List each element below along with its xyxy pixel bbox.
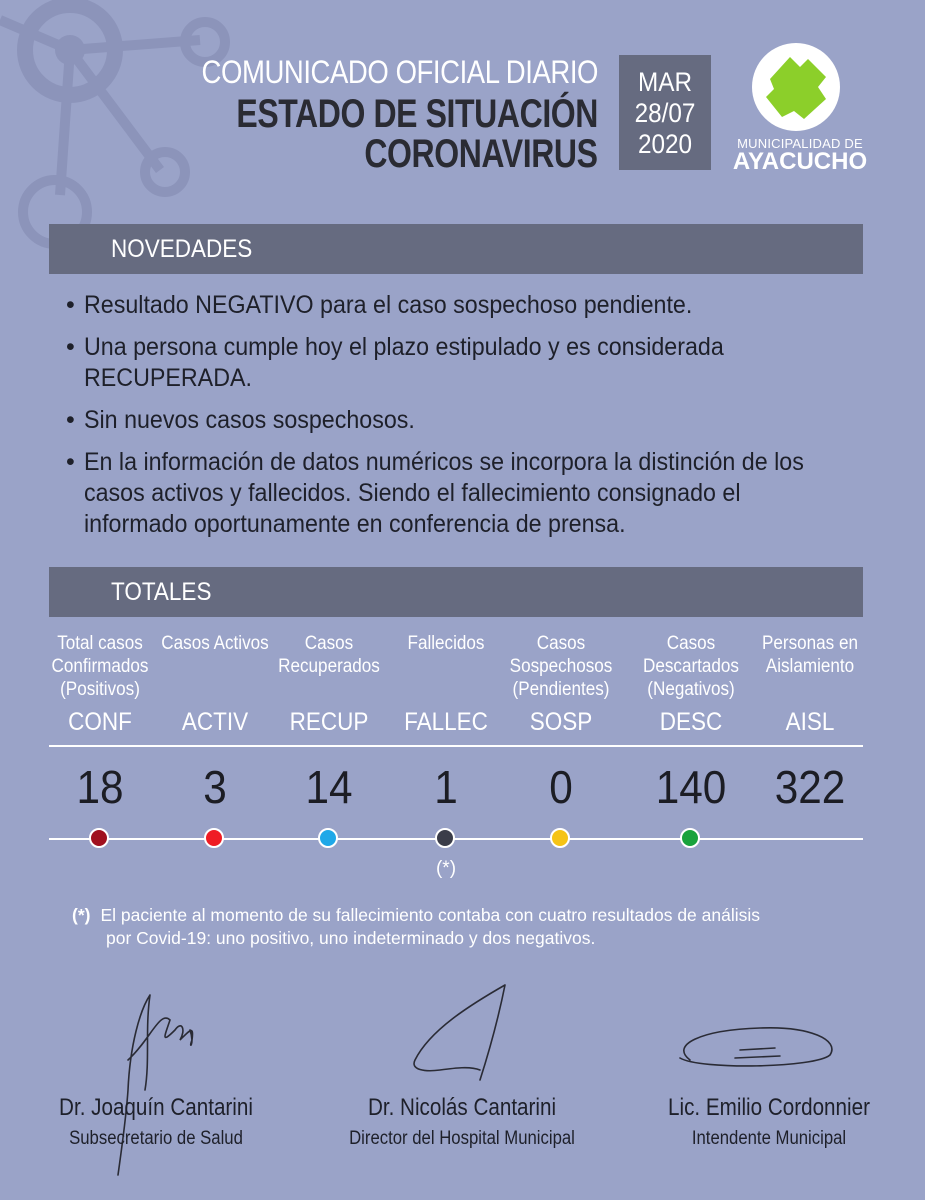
footnote-text-line1: El paciente al momento de su fallecimiento contaba con cuatro resultados de análisis bbox=[100, 905, 761, 925]
header-title-line1: ESTADO DE SITUACIÓN bbox=[236, 92, 598, 136]
status-dot bbox=[550, 828, 570, 848]
signature-block-2 bbox=[312, 1094, 612, 1150]
column-value: 140 bbox=[655, 761, 727, 813]
logo-text-line2: AYACUCHO bbox=[732, 148, 868, 175]
column-label: Casos Sospechosos (Pendientes) bbox=[509, 633, 613, 700]
news-text: Sin nuevos casos sospechosos. bbox=[84, 406, 415, 434]
news-item bbox=[66, 405, 876, 436]
bullet-icon: • bbox=[66, 448, 75, 476]
status-dot bbox=[680, 828, 700, 848]
signature-cordonnier bbox=[680, 1028, 832, 1066]
column-label: Personas en Aislamiento bbox=[761, 633, 859, 677]
column-value: 0 bbox=[549, 761, 573, 813]
status-dot bbox=[318, 828, 338, 848]
signer-role: Director del Hospital Municipal bbox=[349, 1128, 575, 1149]
bullet-icon: • bbox=[66, 333, 75, 361]
footnote-text-line2: por Covid-19: uno positivo, uno indeterminado y dos negativos. bbox=[106, 928, 596, 948]
novedades-bar bbox=[49, 224, 863, 274]
footnote bbox=[72, 904, 872, 950]
column-code: FALLEC bbox=[404, 708, 488, 736]
news-text: En la información de datos numéricos se incorpora la distinción de los casos activos y fallecidos. Siendo el fallecimiento consignado el informado oportunamente en conferencia de prensa. bbox=[84, 448, 804, 538]
bullet-icon: • bbox=[66, 406, 75, 434]
total-column-fallec bbox=[386, 632, 506, 813]
signature-block-3 bbox=[619, 1094, 919, 1150]
logo-text-line1: MUNICIPALIDAD DE bbox=[737, 136, 863, 151]
header-subtitle: COMUNICADO OFICIAL DIARIO bbox=[201, 54, 598, 90]
news-item bbox=[66, 332, 876, 394]
signer-name: Lic. Emilio Cordonnier bbox=[668, 1094, 870, 1121]
status-dot bbox=[89, 828, 109, 848]
total-column-activ bbox=[155, 632, 275, 813]
column-label: Casos Recuperados bbox=[278, 633, 380, 677]
column-code: RECUP bbox=[289, 708, 369, 736]
ayacucho-map-icon bbox=[752, 43, 840, 131]
column-value: 322 bbox=[774, 761, 846, 813]
column-code: ACTIV bbox=[181, 708, 249, 736]
news-item bbox=[66, 447, 876, 540]
status-dot bbox=[204, 828, 224, 848]
header-title-line2: CORONAVIRUS bbox=[364, 132, 598, 176]
column-value: 14 bbox=[305, 761, 353, 813]
column-value: 1 bbox=[434, 761, 458, 813]
column-code: DESC bbox=[659, 708, 723, 736]
signer-name: Dr. Nicolás Cantarini bbox=[367, 1094, 557, 1121]
column-label: Fallecidos bbox=[407, 633, 485, 654]
news-text: Una persona cumple hoy el plazo estipulado y es considerada RECUPERADA. bbox=[84, 333, 724, 392]
date-weekday: MAR bbox=[638, 67, 692, 97]
novedades-title: NOVEDADES bbox=[111, 235, 253, 263]
status-dot bbox=[435, 828, 455, 848]
bullet-icon: • bbox=[66, 291, 75, 319]
column-code: CONF bbox=[68, 708, 132, 736]
column-value: 3 bbox=[203, 761, 227, 813]
signer-role: Intendente Municipal bbox=[691, 1128, 847, 1149]
signer-role: Subsecretario de Salud bbox=[69, 1128, 243, 1149]
footnote-mark: (*) bbox=[72, 905, 91, 925]
signer-name: Dr. Joaquín Cantarini bbox=[59, 1094, 253, 1121]
total-column-aisl bbox=[750, 632, 870, 813]
totals-divider bbox=[49, 745, 863, 747]
total-column-desc bbox=[631, 632, 751, 813]
fallecidos-footnote-mark: (*) bbox=[435, 858, 457, 879]
column-code: SOSP bbox=[529, 708, 593, 736]
column-label: Casos Activos bbox=[161, 633, 269, 654]
news-text: Resultado NEGATIVO para el caso sospechoso pendiente. bbox=[84, 291, 693, 319]
totales-bar bbox=[49, 567, 863, 617]
molecule-decoration bbox=[0, 0, 260, 260]
date-box bbox=[619, 55, 711, 170]
date-daymonth: 28/07 bbox=[634, 98, 696, 128]
color-dots-line bbox=[49, 838, 863, 840]
total-column-sosp bbox=[501, 632, 621, 813]
signature-block-1 bbox=[6, 1094, 306, 1150]
signature-cantarini-n bbox=[414, 985, 505, 1080]
news-item bbox=[66, 290, 876, 321]
totales-title: TOTALES bbox=[111, 578, 212, 606]
total-column-recup bbox=[269, 632, 389, 813]
municipality-logo bbox=[752, 43, 840, 131]
column-code: AISL bbox=[785, 708, 835, 736]
date-year: 2020 bbox=[637, 129, 693, 159]
total-column-conf bbox=[40, 632, 160, 813]
column-value: 18 bbox=[76, 761, 124, 813]
news-list bbox=[66, 290, 876, 551]
column-label: Total casos Confirmados (Positivos) bbox=[51, 633, 149, 700]
column-label: Casos Descartados (Negativos) bbox=[642, 633, 739, 700]
